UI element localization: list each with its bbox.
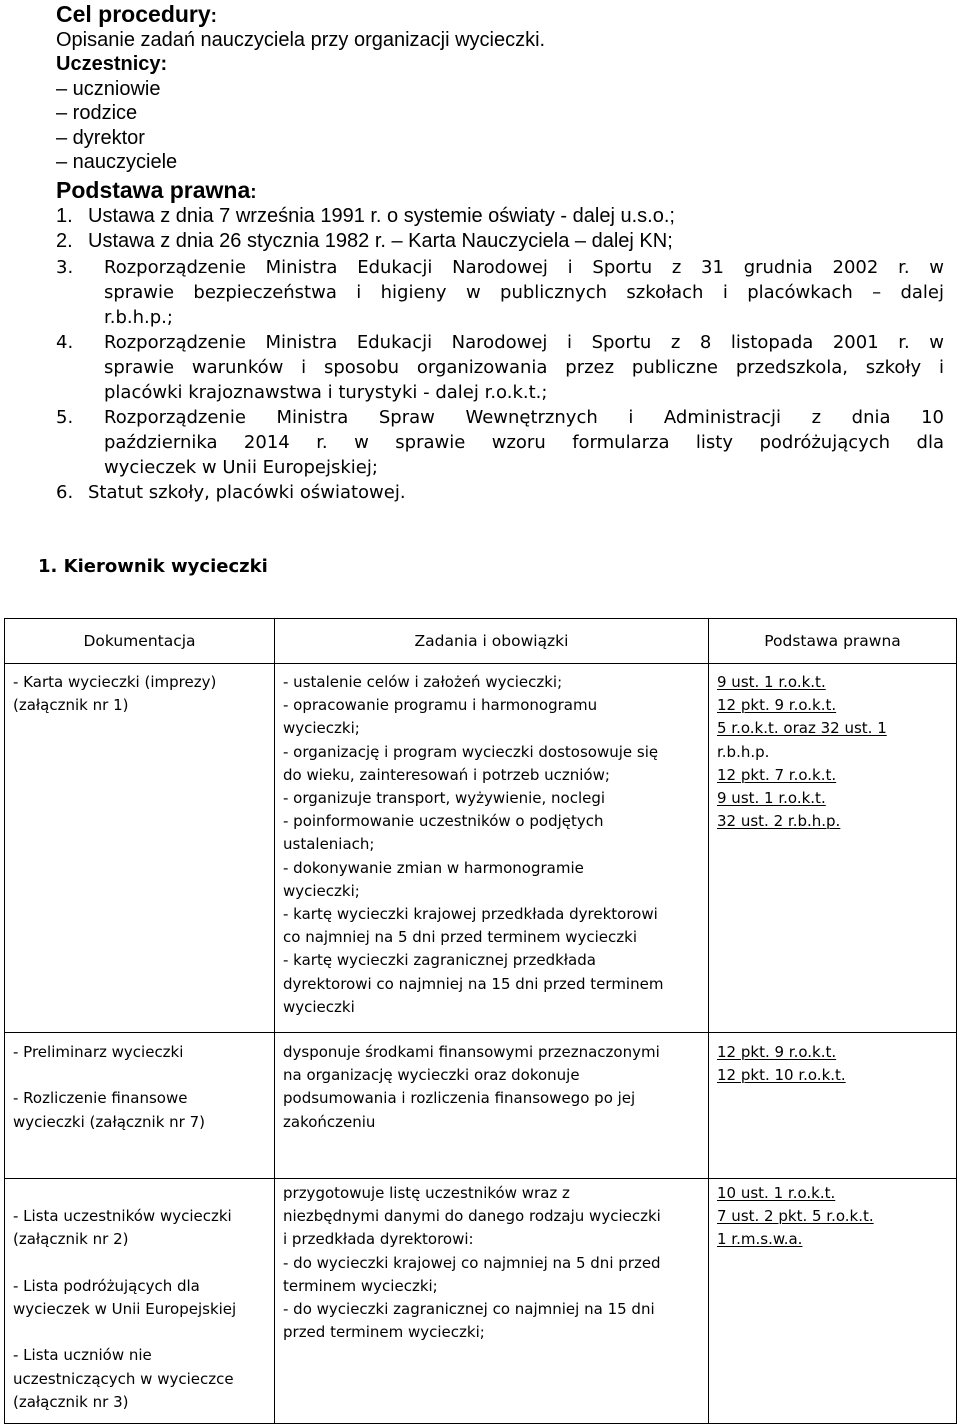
legal-reference-link[interactable]: 1 r.m.s.w.a. (717, 1230, 803, 1249)
column-header (709, 619, 957, 664)
cell-line: terminem wycieczki; (283, 1276, 438, 1295)
cell-line: wycieczki (283, 997, 355, 1016)
cell-line: - kartę wycieczki krajowej przedkłada dyrektorowi (283, 905, 658, 924)
law-item-number: 3. (56, 257, 74, 278)
cell-line: - ustalenie celów i założeń wycieczki; (283, 673, 563, 691)
cell-line: - Lista uczestników wycieczki (13, 1207, 232, 1226)
cell-line: (załącznik nr 3) (13, 1392, 129, 1411)
law-item-text: sprawie bezpieczeństwa i higieny w publicznych szkołach i placówkach – dalej (104, 282, 944, 303)
section-title: 1. Kierownik wycieczki (38, 556, 268, 577)
legal-reference-link[interactable]: 9 ust. 1 r.o.k.t. (717, 673, 826, 691)
tasks-cell (275, 1179, 709, 1424)
participants-heading: Uczestnicy: (56, 53, 168, 75)
legal-reference-link[interactable]: 12 pkt. 9 r.o.k.t. (717, 1043, 837, 1061)
cell-line: przygotowuje listę uczestników wraz z (283, 1184, 570, 1202)
legal-reference-link[interactable]: 9 ust. 1 r.o.k.t. (717, 789, 826, 808)
legal-reference-link[interactable]: 12 pkt. 10 r.o.k.t. (717, 1066, 846, 1085)
law-item-number: 4. (56, 332, 74, 353)
column-header-label: Dokumentacja (83, 631, 196, 650)
law-item-text: sprawie warunków i sposobu organizowania przez publiczne przedszkola, szkoły i (104, 357, 944, 378)
cell-line: niezbędnymi danymi do danego rodzaju wycieczki (283, 1207, 661, 1226)
cell-line: - organizuje transport, wyżywienie, noclegi (283, 789, 606, 808)
law-item-text: października 2014 r. w sprawie wzoru formularza listy podróżujących dla (104, 432, 944, 453)
law-item-number: 6. (56, 482, 74, 503)
law-item-text: placówki krajoznawstwa i turystyki - dalej r.o.k.t.; (104, 382, 548, 403)
tasks-cell (275, 1033, 709, 1179)
cell-line: - opracowanie programu i harmonogramu (283, 696, 598, 715)
cell-line: uczestniczących w wycieczce (13, 1369, 234, 1388)
cell-line: co najmniej na 5 dni przed terminem wycieczki (283, 928, 638, 947)
cell-line: wycieczki (załącznik nr 7) (13, 1112, 205, 1131)
law-item-text: Rozporządzenie Ministra Edukacji Narodowej i Sportu z 31 grudnia 2002 r. w (104, 257, 944, 278)
law-item-text: wycieczek w Unii Europejskiej; (104, 457, 378, 478)
law-item-text: Ustawa z dnia 26 stycznia 1982 r. – Karta Nauczyciela – dalej KN; (88, 230, 673, 252)
tasks-cell (275, 664, 709, 1033)
law-item-number: 1. (56, 205, 73, 227)
table-row (5, 1033, 957, 1179)
cell-line: i przedkłada dyrektorowi: (283, 1230, 474, 1249)
cell-line: podsumowania i rozliczenia finansowego po jej (283, 1089, 636, 1108)
legal-reference-link[interactable]: 12 pkt. 7 r.o.k.t. (717, 765, 837, 784)
cell-line: dyrektorowi co najmniej na 15 dni przed terminem (283, 974, 664, 993)
legal-reference-link[interactable]: 12 pkt. 9 r.o.k.t. (717, 696, 837, 715)
documentation-cell (5, 1179, 275, 1424)
cell-line: na organizację wycieczki oraz dokonuje (283, 1066, 580, 1085)
legal-basis-cell (709, 1033, 957, 1179)
cell-line: - Karta wycieczki (imprezy) (13, 673, 217, 691)
participant-item: – dyrektor (56, 127, 145, 149)
table-header-row (5, 619, 957, 664)
legal-reference-link[interactable]: 32 ust. 2 r.b.h.p. (717, 812, 841, 831)
cell-line: przed terminem wycieczki; (283, 1323, 485, 1342)
cell-line (13, 1252, 268, 1275)
cell-line: - Lista uczniów nie (13, 1346, 152, 1365)
cell-line: zakończeniu (283, 1112, 376, 1131)
goal-heading (56, 0, 217, 31)
cell-line: do wieku, zainteresowań i potrzeb uczniów; (283, 765, 610, 784)
cell-line: ustaleniach; (283, 835, 375, 854)
legal-basis-cell (709, 1179, 957, 1424)
legal-reference-link[interactable]: 5 r.o.k.t. oraz 32 ust. 1 (717, 719, 887, 738)
cell-line: wycieczek w Unii Europejskiej (13, 1300, 237, 1319)
law-item-text: Rozporządzenie Ministra Spraw Wewnętrznych i Administracji z dnia 10 (104, 407, 944, 428)
documentation-cell (5, 1033, 275, 1179)
law-item-number: 5. (56, 407, 74, 428)
cell-line: - kartę wycieczki zagranicznej przedkłada (283, 951, 596, 970)
column-header-label: Podstawa prawna (764, 631, 901, 650)
legal-reference-link[interactable]: 10 ust. 1 r.o.k.t. (717, 1184, 836, 1202)
cell-line: - do wycieczki krajowej co najmniej na 5 dni przed (283, 1253, 661, 1272)
legal-reference-link[interactable]: 7 ust. 2 pkt. 5 r.o.k.t. (717, 1207, 874, 1226)
table-row (5, 1179, 957, 1424)
duties-table (4, 618, 957, 1424)
legal-basis-heading-text: Podstawa prawna (56, 177, 251, 203)
law-item-text: Rozporządzenie Ministra Edukacji Narodowej i Sportu z 8 listopada 2001 r. w (104, 332, 944, 353)
law-item-text: Ustawa z dnia 7 września 1991 r. o systemie oświaty - dalej u.s.o.; (88, 205, 675, 227)
legal-basis-heading-colon: : (250, 182, 257, 203)
law-item-text: r.b.h.p.; (104, 307, 173, 328)
cell-line (13, 1064, 268, 1087)
cell-line: - dokonywanie zmian w harmonogramie (283, 858, 584, 877)
goal-text: Opisanie zadań nauczyciela przy organizacji wycieczki. (56, 29, 546, 51)
cell-line: wycieczki; (283, 719, 360, 738)
cell-line: (załącznik nr 1) (13, 696, 129, 715)
documentation-cell (5, 664, 275, 1033)
column-header (275, 619, 709, 664)
legal-basis-cell (709, 664, 957, 1033)
column-header-label: Zadania i obowiązki (414, 631, 569, 650)
participant-item: – rodzice (56, 102, 138, 124)
cell-line (13, 1321, 268, 1344)
cell-line: - organizację i program wycieczki dostosowuje się (283, 742, 659, 761)
cell-line: - Rozliczenie finansowe (13, 1089, 188, 1108)
cell-line: - Lista podróżujących dla (13, 1276, 200, 1295)
participant-item: – nauczyciele (56, 151, 178, 173)
cell-line: r.b.h.p. (717, 742, 770, 761)
cell-line: - do wycieczki zagranicznej co najmniej na 15 dni (283, 1300, 655, 1319)
legal-basis-heading (56, 176, 257, 207)
cell-line (13, 1182, 268, 1205)
cell-line: dysponuje środkami finansowymi przeznaczonymi (283, 1043, 660, 1061)
column-header (5, 619, 275, 664)
goal-heading-colon: : (210, 6, 217, 27)
law-item-text: Statut szkoły, placówki oświatowej. (88, 482, 406, 503)
table-row (5, 664, 957, 1033)
law-item-number: 2. (56, 230, 73, 252)
cell-line: wycieczki; (283, 881, 360, 900)
participant-item: – uczniowie (56, 78, 161, 100)
cell-line: - Preliminarz wycieczki (13, 1043, 184, 1061)
cell-line: - poinformowanie uczestników o podjętych (283, 812, 604, 831)
cell-line: (załącznik nr 2) (13, 1230, 129, 1249)
goal-heading-text: Cel procedury (56, 1, 211, 27)
